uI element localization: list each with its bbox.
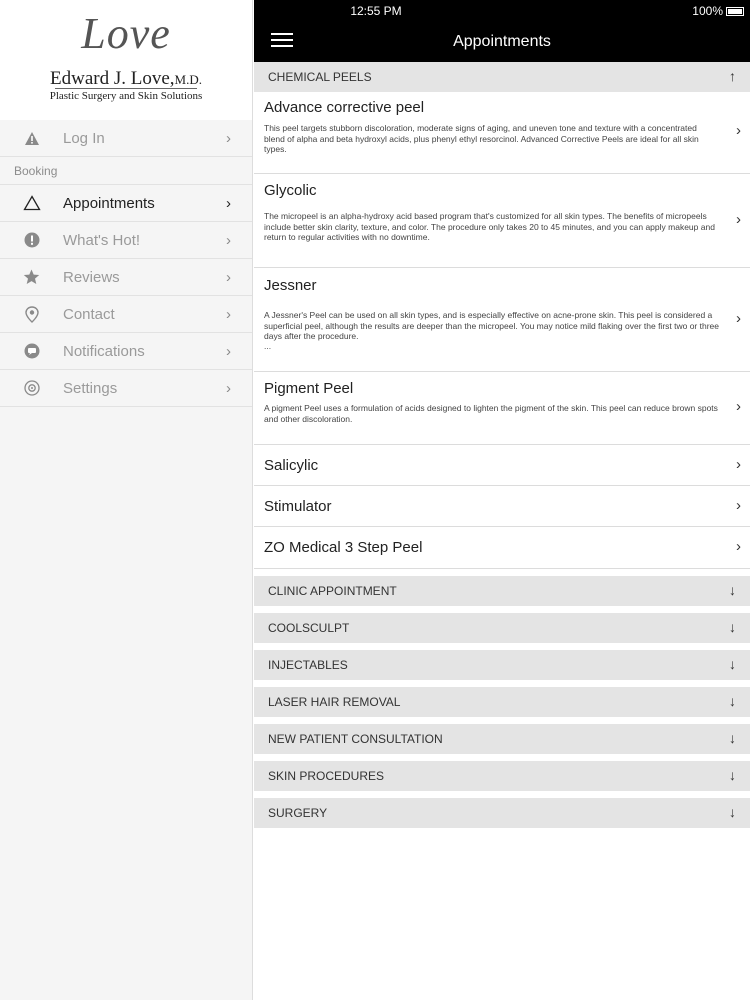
main-panel: [254, 0, 750, 1000]
category-label: CHEMICAL PEELS: [268, 70, 372, 84]
arrow-down-icon: ↓: [729, 619, 736, 635]
battery-indicator: [692, 4, 744, 18]
sidebar: [0, 0, 253, 1000]
sidebar-item-label: Log In: [63, 129, 105, 147]
logo-subtitle: Plastic Surgery and Skin Solutions: [49, 90, 203, 102]
logo-name: [0, 68, 252, 90]
item-title: Stimulator: [264, 498, 332, 515]
sidebar-item-whats-hot[interactable]: [0, 222, 252, 259]
status-time: 12:55 PM: [350, 4, 402, 18]
chevron-right-icon: ›: [736, 538, 741, 555]
chevron-right-icon: ›: [736, 497, 741, 514]
clinic-logo: [0, 0, 252, 120]
category-label: CLINIC APPOINTMENT: [268, 584, 397, 598]
chevron-right-icon: ›: [736, 310, 741, 327]
list-item[interactable]: [254, 268, 750, 372]
exclamation-circle-icon: [0, 232, 63, 248]
chevron-right-icon: ›: [226, 305, 231, 323]
arrow-down-icon: ↓: [729, 730, 736, 746]
category-label: SURGERY: [268, 806, 328, 820]
category-label: NEW PATIENT CONSULTATION: [268, 732, 443, 746]
category-coolsculpt[interactable]: [254, 613, 750, 643]
status-bar: [254, 0, 750, 22]
chevron-right-icon: ›: [226, 194, 231, 212]
logo-script: Love: [81, 9, 171, 58]
sidebar-item-appointments[interactable]: [0, 185, 252, 222]
sidebar-item-label: Contact: [63, 305, 115, 323]
category-injectables[interactable]: [254, 650, 750, 680]
top-nav-bar: [254, 22, 750, 62]
item-title: Jessner: [264, 277, 317, 294]
item-title: Advance corrective peel: [264, 99, 425, 116]
item-description: A Jessner's Peel can be used on all skin types, and is especially effective on acne-prone skin. This peel is considered a superficial peel, although the results are deeper than the micropeel. You may notice mild flaking over the first two or three days after the procedure.: [264, 310, 720, 341]
sidebar-item-settings[interactable]: [0, 370, 252, 407]
chevron-right-icon: ›: [226, 342, 231, 360]
arrow-down-icon: ↓: [729, 693, 736, 709]
sidebar-item-reviews[interactable]: [0, 259, 252, 296]
item-title: Salicylic: [264, 457, 319, 474]
chevron-right-icon: ›: [226, 129, 231, 147]
list-item[interactable]: [254, 527, 750, 569]
category-label: COOLSCULPT: [268, 621, 350, 635]
sidebar-section-booking: Booking: [0, 157, 252, 185]
location-pin-icon: [0, 306, 63, 323]
page-title: Appointments: [453, 33, 551, 50]
item-description: A pigment Peel uses a formulation of acids designed to lighten the pigment of the skin. This peel can reduce brown spots and other discoloration.: [264, 403, 718, 424]
chevron-right-icon: ›: [736, 398, 741, 415]
category-clinic-appointment[interactable]: [254, 576, 750, 606]
arrow-down-icon: ↓: [729, 767, 736, 783]
chevron-right-icon: ›: [736, 211, 741, 228]
logo-suffix: M.D.: [174, 72, 202, 87]
chevron-right-icon: ›: [226, 379, 231, 397]
item-description: The micropeel is an alpha-hydroxy acid based program that's customized for all skin types. The benefits of micropeels include better skin clarity, texture, and color. The procedure only takes 20 to 45 minutes, and you can apply makeup and return to regular activities with no downtime.: [264, 211, 715, 242]
category-surgery[interactable]: [254, 798, 750, 828]
sidebar-item-notifications[interactable]: [0, 333, 252, 370]
item-description: This peel targets stubborn discoloration, moderate signs of aging, and uneven tone and texture with a concentrated blend of alpha and beta hydroxyl acids, plus phenyl ethyl resorcinol. Advanced Corrective Peels are ideal for all skin types.: [264, 123, 699, 154]
sidebar-item-label: Settings: [63, 379, 118, 397]
item-more-indicator: ...: [264, 341, 272, 351]
chat-bubble-icon: [0, 343, 63, 359]
category-laser-hair-removal[interactable]: [254, 687, 750, 717]
battery-icon: [726, 7, 744, 16]
warning-icon: [0, 131, 63, 146]
list-item[interactable]: [254, 445, 750, 486]
list-item[interactable]: [254, 486, 750, 527]
arrow-up-icon: ↑: [729, 68, 736, 84]
logo-name-text: Edward J. Love,: [50, 68, 175, 89]
sidebar-item-label: What's Hot!: [63, 231, 141, 249]
category-skin-procedures[interactable]: [254, 761, 750, 791]
sidebar-item-label: Notifications: [63, 342, 145, 360]
chevron-right-icon: ›: [226, 268, 231, 286]
sidebar-item-contact[interactable]: [0, 296, 252, 333]
arrow-down-icon: ↓: [729, 582, 736, 598]
list-item[interactable]: [254, 372, 750, 445]
item-title: Glycolic: [264, 182, 317, 199]
item-title: ZO Medical 3 Step Peel: [264, 539, 423, 556]
battery-percent: 100%: [692, 4, 723, 18]
sidebar-item-label: Reviews: [63, 268, 120, 286]
arrow-down-icon: ↓: [729, 804, 736, 820]
chevron-right-icon: ›: [736, 456, 741, 473]
gear-icon: [0, 380, 63, 396]
star-icon: [0, 269, 63, 285]
sidebar-item-login[interactable]: [0, 120, 252, 157]
chevron-right-icon: ›: [226, 231, 231, 249]
list-item[interactable]: [254, 92, 750, 174]
category-label: SKIN PROCEDURES: [268, 769, 385, 783]
triangle-outline-icon: [0, 195, 63, 211]
category-label: INJECTABLES: [268, 658, 348, 672]
arrow-down-icon: ↓: [729, 656, 736, 672]
sidebar-item-label: Appointments: [63, 194, 155, 212]
item-title: Pigment Peel: [264, 380, 354, 397]
category-new-patient-consultation[interactable]: [254, 724, 750, 754]
category-label: LASER HAIR REMOVAL: [268, 695, 401, 709]
list-item[interactable]: [254, 174, 750, 268]
chevron-right-icon: ›: [736, 122, 741, 139]
category-chemical-peels[interactable]: [254, 62, 750, 92]
